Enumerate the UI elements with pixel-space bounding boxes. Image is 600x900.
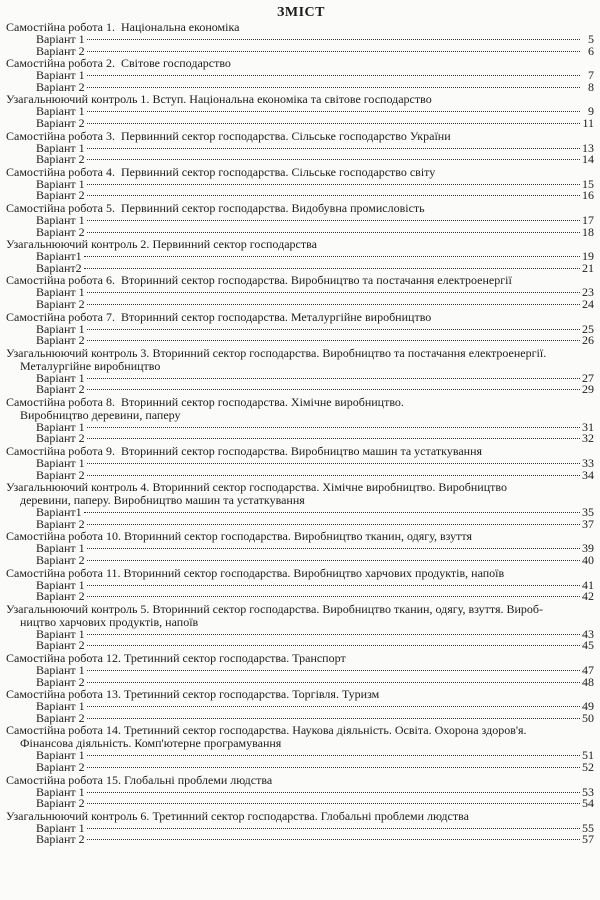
toc-section-heading [6,21,596,34]
toc-section [6,396,596,445]
dot-leader [87,463,580,464]
toc-entry[interactable] [6,176,596,191]
section-label: Узагальнюючий контроль 6. [6,809,150,823]
dot-leader [87,304,580,305]
section-label: Самостійна робота 8. [6,395,115,409]
variant-label: Варіант 1 [36,699,85,714]
toc-section-heading [6,166,596,179]
toc-entry[interactable] [6,665,596,677]
toc-section-heading [6,810,596,823]
section-label: Самостійна робота 10. [6,530,121,544]
page-number: 23 [582,285,594,300]
toc-section [6,166,596,202]
page-number: 27 [582,370,594,385]
variant-label: Варіант 2 [36,296,85,311]
toc-entry[interactable] [6,555,596,567]
dot-leader [87,329,580,330]
page-number: 19 [582,249,594,264]
dot-leader [87,596,580,597]
dot-leader [87,634,580,635]
toc-entry[interactable] [6,251,596,263]
section-label: Узагальнюючий контроль 2. [6,238,150,252]
variant-label: Варіант 1 [36,784,85,799]
toc-section [6,347,596,396]
page-number: 15 [582,176,594,191]
section-topic: Вторинний сектор господарства. Виробництво та постачання електроенергії. [152,346,547,360]
page-number: 17 [582,212,594,227]
variant-label: Варіант 1 [36,419,85,434]
table-of-contents [6,21,596,846]
dot-leader [87,524,580,525]
variant-label: Варіант 1 [36,663,85,677]
dot-leader [87,585,580,586]
variant-label: Варіант 1 [36,321,85,336]
toc-entry[interactable] [6,820,596,835]
toc-section-heading [6,202,596,215]
toc-section [6,481,596,530]
dot-leader [87,645,580,646]
variant-label: Варіант 2 [36,115,85,130]
variant-label: Варіант 2 [36,638,85,653]
variant-label: Варіант 1 [36,176,85,191]
toc-entry[interactable] [6,674,596,689]
section-label: Узагальнюючий контроль 4. [6,481,150,495]
variant-label: Варіант 1 [36,285,85,300]
toc-entry[interactable] [6,321,596,336]
dot-leader [84,256,580,257]
page-number: 49 [582,699,594,714]
toc-entry[interactable] [6,296,596,311]
variant-label: Варіант 2 [36,553,85,568]
dot-leader [87,389,580,390]
variant-label: Варіант 1 [36,748,85,763]
variant-label: Варіант 2 [36,224,85,239]
section-label: Самостійна робота 13. [6,688,121,702]
page-title: ЗМІСТ [277,5,325,20]
toc-entry[interactable] [6,516,596,531]
page-number: 48 [582,674,594,689]
section-topic-continued: деревини, паперу. Виробництво машин та устаткування [20,493,305,508]
toc-entry[interactable] [6,759,596,774]
toc-section-heading [6,93,596,106]
page-number: 33 [582,456,594,471]
page-number: 11 [582,115,594,130]
toc-section [6,202,596,238]
dot-leader [87,220,580,221]
toc-section [6,603,596,652]
section-topic: Вторинний сектор господарства. Виробництво тканин, одягу, взуття [123,530,472,544]
variant-label: Варіант 2 [36,188,85,203]
section-topic: Вторинний сектор господарства. Хімічне виробництво. [121,395,404,409]
toc-section-heading [6,396,596,422]
dot-leader [87,39,580,40]
toc-entry[interactable] [6,384,596,396]
section-label: Самостійна робота 1. [6,21,115,34]
toc-section-heading [6,530,596,543]
page-number: 26 [582,333,594,348]
dot-leader [87,378,580,379]
section-label: Самостійна робота 11. [6,566,121,580]
toc-entry[interactable] [6,370,596,385]
toc-entry[interactable] [6,591,596,603]
section-label: Узагальнюючий контроль 5. [6,602,150,616]
section-topic: Вторинний сектор господарства. Виробництво тканин, одягу, взуття. Вироб- [152,602,543,616]
dot-leader [87,839,580,840]
section-label: Самостійна робота 15. [6,773,121,787]
section-label: Самостійна робота 2. [6,57,115,71]
variant-label: Варіант 1 [36,820,85,835]
toc-entry[interactable] [6,43,596,58]
variant-label: Варіант 2 [36,589,85,604]
toc-section-heading [6,311,596,324]
section-topic: Первинний сектор господарства. Сільське господарство України [121,129,451,143]
toc-section [6,21,596,57]
toc-section-heading [6,603,596,629]
section-label: Самостійна робота 7. [6,310,115,324]
page-number: 40 [582,553,594,568]
variant-label: Варіант 2 [36,79,85,94]
page-number: 31 [582,419,594,434]
page-number: 53 [582,784,594,799]
toc-entry[interactable] [6,260,596,275]
page-number: 24 [582,296,594,311]
variant-label: Варіант 1 [36,68,85,83]
variant-label: Варіант 2 [36,152,85,167]
variant-label: Варіант 2 [36,431,85,446]
toc-entry[interactable] [6,701,596,713]
dot-leader [87,123,580,124]
variant-label: Варіант 2 [36,710,85,725]
dot-leader [87,87,580,88]
dot-leader [87,548,580,549]
toc-section [6,311,596,347]
dot-leader [87,828,580,829]
page-number: 8 [588,79,594,94]
toc-section-heading [6,652,596,665]
toc-section-heading [6,567,596,580]
dot-leader [87,475,580,476]
toc-section [6,93,596,129]
dot-leader [84,268,580,269]
toc-section [6,274,596,310]
toc-entry[interactable] [6,626,596,641]
toc-section-heading [6,481,596,507]
variant-label: Варіант 2 [36,832,85,847]
toc-section [6,57,596,93]
section-topic-continued: Фінансова діяльність. Комп'ютерне програмування [20,736,282,751]
dot-leader [87,232,580,233]
toc-entry[interactable] [6,834,596,846]
toc-entry[interactable] [6,640,596,652]
toc-entry[interactable] [6,154,596,166]
section-topic: Первинний сектор господарства [152,238,317,252]
section-topic: Глобальні проблеми людства [123,773,273,787]
dot-leader [87,682,580,683]
toc-entry[interactable] [6,79,596,94]
variant-label: Варіант2 [36,260,82,275]
page-number: 6 [588,43,594,58]
section-topic: Вторинний сектор господарства. Виробництво машин та устаткування [121,445,483,459]
toc-section-heading [6,274,596,287]
toc-entry[interactable] [6,419,596,434]
variant-label: Варіант 1 [36,456,85,471]
dot-leader [87,427,580,428]
section-label: Самостійна робота 5. [6,201,115,215]
toc-section-heading [6,445,596,458]
toc-section-heading [6,774,596,787]
dot-leader [87,438,580,439]
section-label: Самостійна робота 6. [6,274,115,288]
section-label: Самостійна робота 4. [6,165,115,179]
toc-section [6,530,596,566]
variant-label: Варіант 2 [36,759,85,774]
toc-section-heading [6,688,596,701]
toc-entry[interactable] [6,335,596,347]
toc-entry[interactable] [6,140,596,155]
page-number: 16 [582,188,594,203]
section-topic-continued: Виробництво деревини, паперу [20,407,181,422]
section-topic: Третинний сектор господарства. Торгівля. Туризм [123,688,380,702]
toc-entry[interactable] [6,507,596,519]
dot-leader [87,670,580,671]
page-number: 52 [582,759,594,774]
section-label: Самостійна робота 14. [6,724,121,738]
variant-label: Варіант1 [36,505,82,520]
dot-leader [87,340,580,341]
dot-leader [87,792,580,793]
section-topic: Первинний сектор господарства. Сільське господарство світу [121,165,436,179]
variant-label: Варіант 1 [36,626,85,641]
variant-label: Варіант 2 [36,333,85,348]
variant-label: Варіант 1 [36,104,85,119]
toc-entry[interactable] [6,212,596,227]
section-label: Самостійна робота 3. [6,129,115,143]
section-topic: Третинний сектор господарства. Глобальні проблеми людства [152,809,469,823]
toc-section-heading [6,724,596,750]
section-topic-continued: Металургійне виробництво [20,358,161,373]
toc-section [6,810,596,846]
variant-label: Варіант 2 [36,516,85,531]
page-number: 50 [582,710,594,725]
section-topic: Третинний сектор господарства. Транспорт [123,652,346,665]
toc-entry[interactable] [6,433,596,445]
toc-section [6,688,596,724]
section-label: Самостійна робота 9. [6,445,115,459]
toc-entry[interactable] [6,750,596,762]
variant-label: Варіант 1 [36,541,85,556]
variant-label: Варіант 2 [36,674,85,689]
section-label: Самостійна робота 12. [6,652,121,665]
page-number: 14 [582,152,594,167]
section-topic: Світове господарство [121,57,231,71]
page-number: 25 [582,321,594,336]
dot-leader [84,512,580,513]
page-number: 54 [582,796,594,811]
variant-label: Варіант 2 [36,43,85,58]
dot-leader [87,75,580,76]
page-number: 21 [582,260,594,275]
section-label: Узагальнюючий контроль 1. [6,93,150,107]
toc-entry[interactable] [6,190,596,202]
variant-label: Варіант 2 [36,467,85,482]
toc-entry[interactable] [6,224,596,239]
page-number: 18 [582,224,594,239]
toc-section [6,652,596,688]
page-number: 5 [588,32,594,46]
toc-section [6,238,596,274]
dot-leader [87,755,580,756]
toc-entry[interactable] [6,70,596,82]
page-number: 51 [582,748,594,763]
dot-leader [87,767,580,768]
section-topic: Вступ. Національна економіка та світове господарство [152,93,432,107]
toc-entry[interactable] [6,577,596,592]
dot-leader [87,184,580,185]
page-number: 7 [588,68,594,83]
section-topic: Вторинний сектор господарства. Виробництво харчових продуктів, напоїв [123,566,505,580]
toc-entry[interactable] [6,784,596,799]
variant-label: Варіант 1 [36,32,85,46]
dot-leader [87,292,580,293]
variant-label: Варіант 1 [36,212,85,227]
page-number: 42 [582,589,594,604]
dot-leader [87,718,580,719]
page-number: 29 [582,382,594,397]
toc-entry[interactable] [6,798,596,810]
page-number: 43 [582,626,594,641]
variant-label: Варіант 2 [36,796,85,811]
variant-label: Варіант 1 [36,140,85,155]
variant-label: Варіант 1 [36,370,85,385]
toc-entry[interactable] [6,106,596,118]
page-number: 55 [582,820,594,835]
section-label: Узагальнюючий контроль 3. [6,346,150,360]
toc-section-heading [6,238,596,251]
page-number: 39 [582,541,594,556]
toc-section [6,774,596,810]
dot-leader [87,159,580,160]
toc-section [6,445,596,481]
section-topic: Національна економіка [121,21,240,34]
dot-leader [87,148,580,149]
dot-leader [87,803,580,804]
page-number: 13 [582,140,594,155]
toc-entry[interactable] [6,34,596,46]
variant-label: Варіант 2 [36,382,85,397]
toc-entry[interactable] [6,458,596,470]
page-number: 35 [582,505,594,520]
toc-entry[interactable] [6,115,596,130]
page-number: 45 [582,638,594,653]
dot-leader [87,706,580,707]
page-number: 9 [588,104,594,119]
variant-label: Варіант1 [36,249,82,264]
section-topic: Первинний сектор господарства. Видобувна промисловість [121,201,425,215]
variant-label: Варіант 1 [36,577,85,592]
toc-section [6,724,596,773]
dot-leader [87,560,580,561]
page-number: 41 [582,577,594,592]
page-number: 57 [582,832,594,847]
toc-section-heading [6,347,596,373]
page-number: 32 [582,431,594,446]
section-topic: Вторинний сектор господарства. Виробництво та постачання електроенергії [121,274,512,288]
section-topic: Третинний сектор господарства. Наукова діяльність. Освіта. Охорона здоров'я. [123,724,527,738]
page-number: 37 [582,516,594,531]
dot-leader [87,51,580,52]
dot-leader [87,195,580,196]
toc-section-heading [6,130,596,143]
page-number: 34 [582,467,594,482]
toc-section [6,130,596,166]
toc-entry[interactable] [6,287,596,299]
page-number: 47 [582,663,594,677]
toc-section-heading [6,57,596,70]
section-topic: Вторинний сектор господарства. Металургійне виробництво [121,310,432,324]
toc-section [6,567,596,603]
dot-leader [87,111,580,112]
toc-entry[interactable] [6,543,596,555]
toc-entry[interactable] [6,467,596,482]
section-topic-continued: ництво харчових продуктів, напоїв [20,614,199,629]
section-topic: Вторинний сектор господарства. Хімічне виробництво. Виробництво [152,481,507,495]
toc-entry[interactable] [6,710,596,725]
